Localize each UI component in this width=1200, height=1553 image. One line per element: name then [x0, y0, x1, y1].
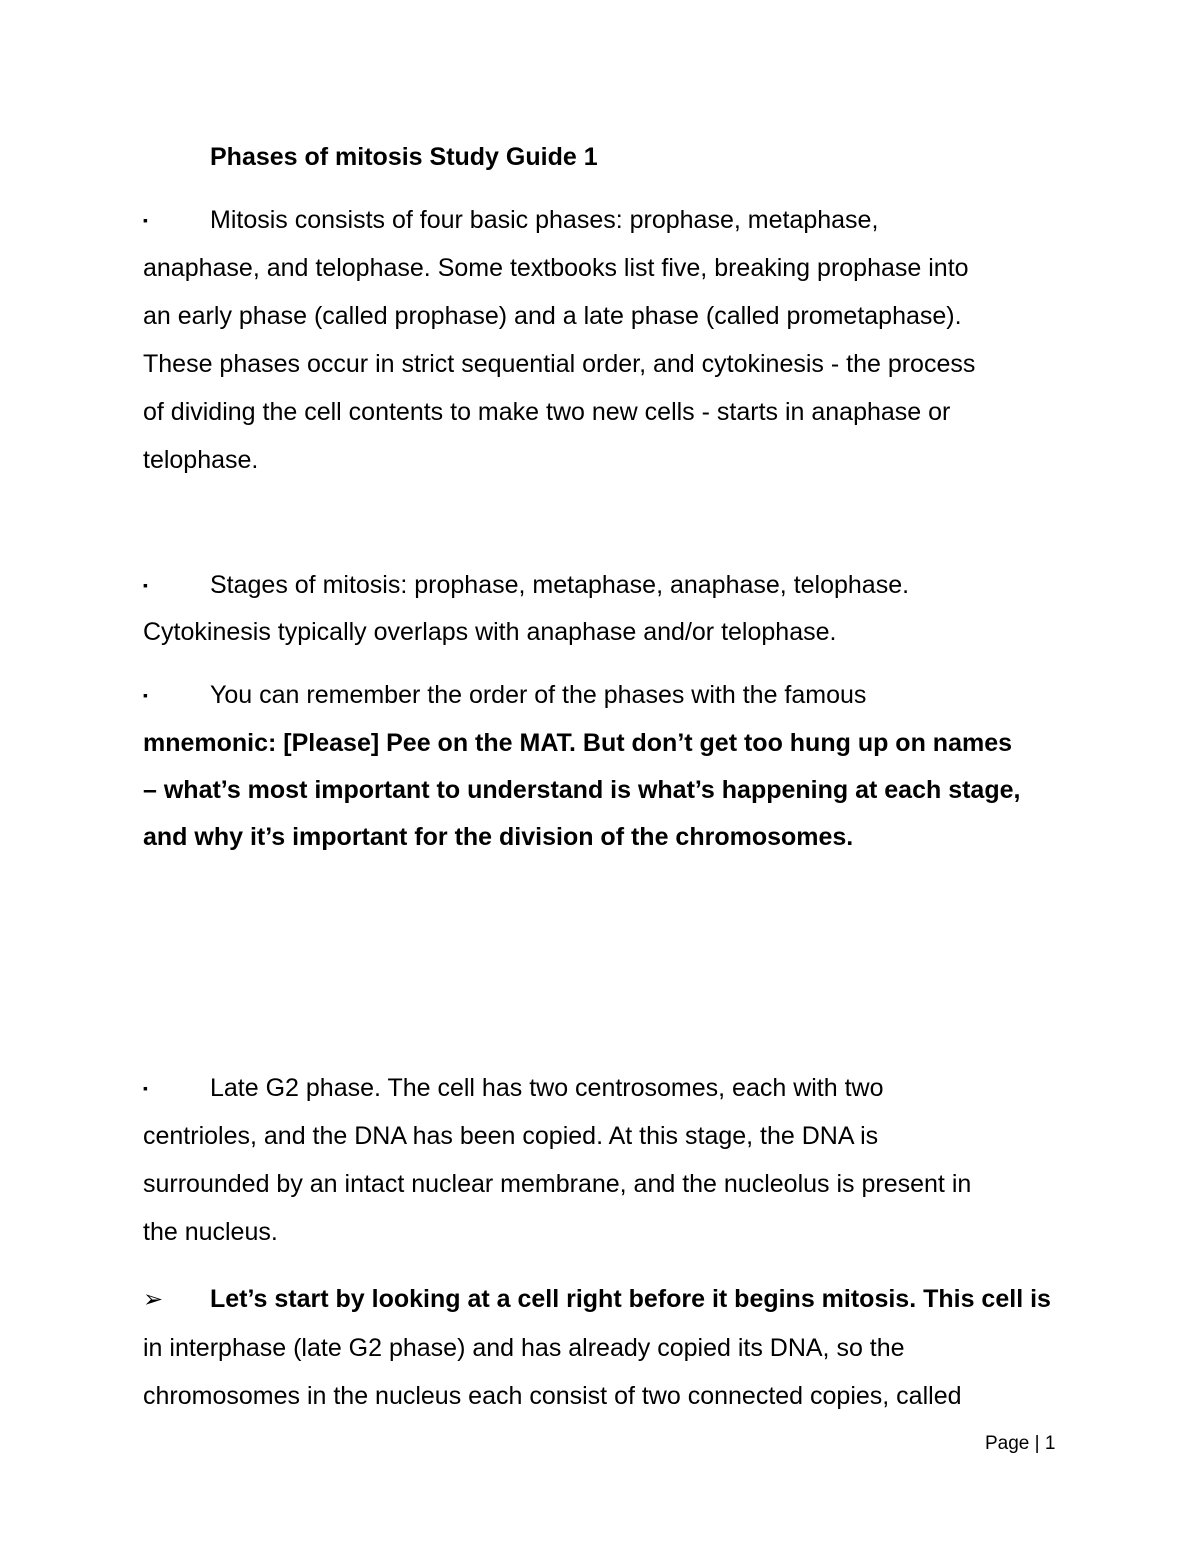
paragraph-line: surrounded by an intact nuclear membrane, and the nucleolus is present in	[143, 1170, 972, 1198]
document-title: Phases of mitosis Study Guide 1	[210, 143, 598, 171]
bullet-icon: ▪	[143, 1080, 148, 1096]
bullet-icon: ▪	[143, 687, 148, 703]
bullet-icon: ▪	[143, 577, 148, 593]
paragraph-line: Mitosis consists of four basic phases: prophase, metaphase,	[210, 206, 879, 234]
paragraph-line: telophase.	[143, 446, 259, 474]
paragraph-line: in interphase (late G2 phase) and has already copied its DNA, so the	[143, 1334, 905, 1362]
paragraph-line: of dividing the cell contents to make two new cells - starts in anaphase or	[143, 398, 951, 426]
paragraph-line: the nucleus.	[143, 1218, 278, 1246]
paragraph-line: – what’s most important to understand is what’s happening at each stage,	[143, 776, 1021, 804]
paragraph-line: an early phase (called prophase) and a late phase (called prometaphase).	[143, 302, 962, 330]
paragraph-line: Cytokinesis typically overlaps with anaphase and/or telophase.	[143, 618, 837, 646]
paragraph-line: These phases occur in strict sequential order, and cytokinesis - the process	[143, 350, 976, 378]
arrow-bullet-icon: ➢	[143, 1285, 164, 1313]
bullet-icon: ▪	[143, 212, 148, 228]
paragraph-line: mnemonic: [Please] Pee on the MAT. But don’t get too hung up on names	[143, 729, 1013, 757]
paragraph-line: Let’s start by looking at a cell right before it begins mitosis. This cell is	[210, 1285, 1051, 1313]
page-number-footer: Page | 1	[985, 1433, 1056, 1454]
paragraph-line: anaphase, and telophase. Some textbooks list five, breaking prophase into	[143, 254, 969, 282]
paragraph-line: centrioles, and the DNA has been copied. At this stage, the DNA is	[143, 1122, 879, 1150]
paragraph-line: You can remember the order of the phases with the famous	[210, 681, 867, 709]
paragraph-line: Late G2 phase. The cell has two centrosomes, each with two	[210, 1074, 884, 1102]
paragraph-line: Stages of mitosis: prophase, metaphase, anaphase, telophase.	[210, 571, 910, 599]
paragraph-line: and why it’s important for the division of the chromosomes.	[143, 823, 854, 851]
paragraph-line: chromosomes in the nucleus each consist of two connected copies, called	[143, 1382, 962, 1410]
